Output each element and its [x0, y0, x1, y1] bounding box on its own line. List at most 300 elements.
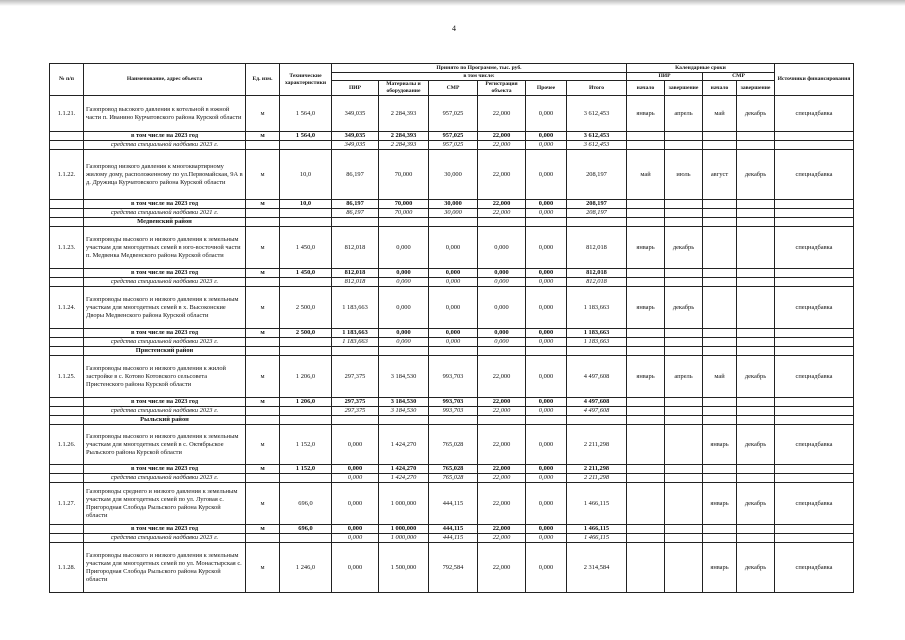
object-name: Газопроводы высокого и низкого давления к жилой застройке в с. Котово Котовского сельсовета Пристенского района Курской области	[84, 356, 246, 398]
object-tech: 1 450,0	[280, 227, 332, 269]
subtotal-reg: 22,000	[478, 398, 526, 407]
subtotal-mat: 1 424,270	[379, 465, 429, 474]
district-empty	[737, 347, 775, 356]
special-empty	[627, 209, 665, 218]
object-reg: 22,000	[478, 356, 526, 398]
special-empty	[703, 407, 737, 416]
district-empty	[379, 416, 429, 425]
object-pir-end: декабрь	[665, 287, 703, 329]
district-empty	[246, 347, 280, 356]
special-label: средства специальной надбавки 2023 г.	[84, 474, 246, 483]
special-total: 1 466,115	[567, 534, 627, 543]
special-label: средства специальной надбавки 2023 г.	[84, 338, 246, 347]
subtotal-label: в том числе на 2023 год	[84, 269, 246, 278]
subtotal-empty	[703, 132, 737, 141]
special-pir: 0,000	[332, 474, 379, 483]
col-smr-start: начало	[703, 81, 737, 96]
district-empty	[478, 218, 526, 227]
col-incl: в том числе:	[332, 73, 627, 81]
object-smr-end: декабрь	[737, 150, 775, 200]
special-empty	[737, 209, 775, 218]
object-pir: 349,035	[332, 96, 379, 132]
object-pir-end	[665, 425, 703, 465]
object-row	[50, 543, 854, 593]
object-name: Газопроводы среднего и низкого давления к земельным участкам для многодетных семей по ул. Луговая с. Пригородная Слобода Рыльского района Курской области	[84, 483, 246, 525]
object-pir-end: декабрь	[665, 227, 703, 269]
scan-edge	[0, 0, 905, 6]
col-funding: Принято по Программе, тыс. руб.	[332, 64, 627, 73]
object-mat: 1 424,270	[379, 425, 429, 465]
district-empty	[280, 416, 332, 425]
object-row	[50, 96, 854, 132]
special-pir: 297,375	[332, 407, 379, 416]
district-name: Медвенский район	[84, 218, 246, 227]
special-empty	[703, 141, 737, 150]
special-spacer	[50, 474, 84, 483]
subtotal-other: 0,000	[526, 200, 567, 209]
subtotal-total: 812,018	[567, 269, 627, 278]
district-row	[50, 347, 854, 356]
subtotal-pir: 349,035	[332, 132, 379, 141]
object-tech: 1 564,0	[280, 96, 332, 132]
district-empty	[478, 416, 526, 425]
district-empty	[567, 416, 627, 425]
subtotal-smr: 957,025	[429, 132, 478, 141]
object-name: Газопроводы высокого и низкого давления к земельным участкам для многодетных семей в юго-восточной части п. Медвенка Медвенского района Курской области	[84, 227, 246, 269]
object-row	[50, 356, 854, 398]
object-smr-end	[737, 287, 775, 329]
object-smr-end: декабрь	[737, 356, 775, 398]
object-tech: 1 246,0	[280, 543, 332, 593]
object-other: 0,000	[526, 483, 567, 525]
object-smr-end: декабрь	[737, 483, 775, 525]
subtotal-label: в том числе на 2023 год	[84, 329, 246, 338]
special-total: 3 612,453	[567, 141, 627, 150]
subtotal-empty	[737, 398, 775, 407]
subtotal-spacer	[50, 398, 84, 407]
object-source: спецнадбавка	[775, 483, 854, 525]
object-pir-end: апрель	[665, 96, 703, 132]
page-number: 4	[452, 24, 456, 33]
district-empty	[703, 416, 737, 425]
special-empty	[665, 338, 703, 347]
object-total: 2 211,298	[567, 425, 627, 465]
object-pir-start	[627, 425, 665, 465]
object-smr-start: май	[703, 356, 737, 398]
special-total: 1 183,663	[567, 338, 627, 347]
col-cal-pir: ПИР	[627, 73, 703, 81]
district-empty	[567, 347, 627, 356]
object-reg: 22,000	[478, 543, 526, 593]
subtotal-empty	[775, 200, 854, 209]
subtotal-tech: 10,0	[280, 200, 332, 209]
subtotal-mat: 0,000	[379, 329, 429, 338]
subtotal-spacer	[50, 269, 84, 278]
district-empty	[627, 416, 665, 425]
district-empty	[737, 218, 775, 227]
subtotal-empty	[737, 269, 775, 278]
object-reg: 0,000	[478, 287, 526, 329]
district-empty	[775, 347, 854, 356]
special-tech	[280, 209, 332, 218]
district-empty	[478, 347, 526, 356]
subtotal-total: 208,197	[567, 200, 627, 209]
subtotal-total: 1 466,115	[567, 525, 627, 534]
special-smr: 765,028	[429, 474, 478, 483]
object-unit: м	[246, 425, 280, 465]
subtotal-empty	[703, 269, 737, 278]
object-row	[50, 483, 854, 525]
object-other: 0,000	[526, 96, 567, 132]
subtotal-empty	[737, 329, 775, 338]
subtotal-empty	[627, 465, 665, 474]
special-unit	[246, 278, 280, 287]
subtotal-empty	[737, 200, 775, 209]
object-name: Газопровод низкого давления к многоквартирному жилому дому, расположенному по ул.Первомайская, 9А в д. Дружица Курчатовского района Курской области	[84, 150, 246, 200]
subtotal-label: в том числе на 2023 год	[84, 398, 246, 407]
object-other: 0,000	[526, 356, 567, 398]
district-row	[50, 218, 854, 227]
object-number: 1.1.22.	[50, 150, 84, 200]
object-row	[50, 287, 854, 329]
subtotal-empty	[665, 132, 703, 141]
object-row	[50, 150, 854, 200]
special-label: средства специальной надбавки 2023 г.	[84, 407, 246, 416]
object-pir: 86,197	[332, 150, 379, 200]
object-smr: 765,028	[429, 425, 478, 465]
subtotal-mat: 2 284,393	[379, 132, 429, 141]
special-tech	[280, 278, 332, 287]
district-empty	[526, 218, 567, 227]
object-row	[50, 425, 854, 465]
district-empty	[703, 347, 737, 356]
special-smr: 30,000	[429, 209, 478, 218]
special-reg: 0,000	[478, 338, 526, 347]
special-empty	[703, 534, 737, 543]
special-reg: 0,000	[478, 278, 526, 287]
subtotal-empty	[627, 200, 665, 209]
district-empty	[280, 218, 332, 227]
special-funds-row	[50, 474, 854, 483]
special-mat: 70,000	[379, 209, 429, 218]
object-unit: м	[246, 356, 280, 398]
object-tech: 1 206,0	[280, 356, 332, 398]
subtotal-unit: м	[246, 525, 280, 534]
object-number: 1.1.26.	[50, 425, 84, 465]
special-empty	[627, 141, 665, 150]
object-smr: 792,584	[429, 543, 478, 593]
special-funds-row	[50, 338, 854, 347]
subtotal-empty	[627, 398, 665, 407]
col-cal-smr: СМР	[703, 73, 775, 81]
special-empty	[627, 474, 665, 483]
subtotal-total: 1 183,663	[567, 329, 627, 338]
district-empty	[332, 416, 379, 425]
district-empty	[246, 218, 280, 227]
special-pir: 349,035	[332, 141, 379, 150]
subtotal-reg: 22,000	[478, 465, 526, 474]
object-pir-end	[665, 543, 703, 593]
district-empty	[526, 416, 567, 425]
object-total: 812,018	[567, 227, 627, 269]
subtotal-unit: м	[246, 132, 280, 141]
object-unit: м	[246, 150, 280, 200]
subtotal-label: в том числе на 2023 год	[84, 525, 246, 534]
special-other: 0,000	[526, 338, 567, 347]
object-number: 1.1.21.	[50, 96, 84, 132]
subtotal-reg: 22,000	[478, 132, 526, 141]
col-materials: Материалы и оборудование	[379, 81, 429, 96]
special-other: 0,000	[526, 278, 567, 287]
district-empty	[665, 347, 703, 356]
special-empty	[775, 278, 854, 287]
object-total: 3 612,453	[567, 96, 627, 132]
subtotal-empty	[737, 525, 775, 534]
object-pir: 297,375	[332, 356, 379, 398]
subtotal-total: 3 612,453	[567, 132, 627, 141]
district-empty	[280, 347, 332, 356]
special-empty	[665, 474, 703, 483]
col-pir-end: завершение	[665, 81, 703, 96]
object-pir-start: май	[627, 150, 665, 200]
object-mat: 1 000,000	[379, 483, 429, 525]
object-tech: 1 152,0	[280, 425, 332, 465]
col-pir-start: начало	[627, 81, 665, 96]
special-mat: 1 000,000	[379, 534, 429, 543]
object-smr: 0,000	[429, 287, 478, 329]
special-smr: 957,025	[429, 141, 478, 150]
district-empty	[737, 416, 775, 425]
col-tech: Технические характеристики	[280, 64, 332, 96]
object-pir-end: июль	[665, 150, 703, 200]
special-empty	[737, 407, 775, 416]
district-empty	[703, 218, 737, 227]
subtotal-total: 4 497,608	[567, 398, 627, 407]
table-header	[50, 64, 854, 96]
object-other: 0,000	[526, 543, 567, 593]
object-pir: 0,000	[332, 483, 379, 525]
subtotal-smr: 444,115	[429, 525, 478, 534]
special-empty	[627, 338, 665, 347]
special-label: средства специальной надбавки 2021 г.	[84, 209, 246, 218]
object-source: спецнадбавка	[775, 356, 854, 398]
object-smr-end: декабрь	[737, 96, 775, 132]
special-empty	[627, 278, 665, 287]
subtotal-empty	[775, 465, 854, 474]
object-source: спецнадбавка	[775, 150, 854, 200]
special-spacer	[50, 141, 84, 150]
special-other: 0,000	[526, 474, 567, 483]
district-empty	[775, 218, 854, 227]
object-pir: 0,000	[332, 543, 379, 593]
col-smr: СМР	[429, 81, 478, 96]
special-reg: 22,000	[478, 209, 526, 218]
special-other: 0,000	[526, 141, 567, 150]
object-reg: 22,000	[478, 425, 526, 465]
district-empty	[665, 218, 703, 227]
subtotal-unit: м	[246, 398, 280, 407]
district-name: Пристенский район	[84, 347, 246, 356]
object-other: 0,000	[526, 287, 567, 329]
special-empty	[775, 407, 854, 416]
special-pir: 812,018	[332, 278, 379, 287]
subtotal-other: 0,000	[526, 398, 567, 407]
special-funds-row	[50, 407, 854, 416]
object-pir-start: январь	[627, 96, 665, 132]
object-number: 1.1.28.	[50, 543, 84, 593]
special-spacer	[50, 407, 84, 416]
special-unit	[246, 474, 280, 483]
col-pir: ПИР	[332, 81, 379, 96]
col-calendar: Календарные сроки	[627, 64, 775, 73]
object-smr-start	[703, 287, 737, 329]
subtotal-unit: м	[246, 329, 280, 338]
object-reg: 22,000	[478, 150, 526, 200]
object-number: 1.1.25.	[50, 356, 84, 398]
district-empty	[429, 416, 478, 425]
special-tech	[280, 407, 332, 416]
object-smr-start: январь	[703, 483, 737, 525]
subtotal-tech: 1 450,0	[280, 269, 332, 278]
object-tech: 696,0	[280, 483, 332, 525]
subtotal-total: 2 211,298	[567, 465, 627, 474]
district-spacer	[50, 347, 84, 356]
subtotal-pir: 297,375	[332, 398, 379, 407]
object-smr-start: август	[703, 150, 737, 200]
subtotal-other: 0,000	[526, 329, 567, 338]
subtotal-row	[50, 465, 854, 474]
subtotal-smr: 993,703	[429, 398, 478, 407]
subtotal-row	[50, 525, 854, 534]
col-smr-end: завершение	[737, 81, 775, 96]
subtotal-other: 0,000	[526, 269, 567, 278]
special-smr: 0,000	[429, 278, 478, 287]
subtotal-empty	[627, 132, 665, 141]
object-mat: 3 184,530	[379, 356, 429, 398]
object-mat: 70,000	[379, 150, 429, 200]
special-empty	[775, 534, 854, 543]
special-empty	[775, 474, 854, 483]
subtotal-empty	[665, 329, 703, 338]
special-total: 812,018	[567, 278, 627, 287]
object-source: спецнадбавка	[775, 96, 854, 132]
district-empty	[567, 218, 627, 227]
special-funds-row	[50, 278, 854, 287]
subtotal-spacer	[50, 525, 84, 534]
subtotal-row	[50, 329, 854, 338]
object-pir-start: январь	[627, 356, 665, 398]
object-mat: 1 500,000	[379, 543, 429, 593]
object-smr-start: январь	[703, 543, 737, 593]
object-name: Газопровод высокого давления к котельной в южной части п. Иванино Курчатовского района Курской области	[84, 96, 246, 132]
special-empty	[665, 141, 703, 150]
subtotal-other: 0,000	[526, 132, 567, 141]
col-total: Итого	[567, 81, 627, 96]
object-name: Газопроводы высокого и низкого давления к земельным участкам для многодетных семей по ул. Монастырская с. Пригородная Слобода Рыльского района Курской области	[84, 543, 246, 593]
special-funds-row	[50, 209, 854, 218]
district-spacer	[50, 218, 84, 227]
special-unit	[246, 534, 280, 543]
object-name: Газопроводы высокого и низкого давления к земельным участкам для многодетных семей в с. Октябрьское Рыльского района Курской области	[84, 425, 246, 465]
object-tech: 2 500,0	[280, 287, 332, 329]
special-pir: 86,197	[332, 209, 379, 218]
subtotal-reg: 0,000	[478, 329, 526, 338]
object-total: 1 466,115	[567, 483, 627, 525]
subtotal-empty	[703, 329, 737, 338]
special-mat: 1 424,270	[379, 474, 429, 483]
subtotal-unit: м	[246, 269, 280, 278]
subtotal-empty	[775, 269, 854, 278]
object-other: 0,000	[526, 227, 567, 269]
object-reg: 22,000	[478, 483, 526, 525]
special-empty	[737, 338, 775, 347]
special-empty	[665, 278, 703, 287]
district-empty	[775, 416, 854, 425]
special-funds-row	[50, 534, 854, 543]
subtotal-tech: 1 206,0	[280, 398, 332, 407]
col-other: Прочее	[526, 81, 567, 96]
object-tech: 10,0	[280, 150, 332, 200]
special-spacer	[50, 278, 84, 287]
subtotal-other: 0,000	[526, 525, 567, 534]
object-pir-end: апрель	[665, 356, 703, 398]
object-number: 1.1.27.	[50, 483, 84, 525]
subtotal-label: в том числе на 2023 год	[84, 132, 246, 141]
object-source: спецнадбавка	[775, 425, 854, 465]
subtotal-smr: 765,028	[429, 465, 478, 474]
subtotal-smr: 0,000	[429, 329, 478, 338]
object-pir: 1 183,663	[332, 287, 379, 329]
object-smr: 444,115	[429, 483, 478, 525]
special-mat: 0,000	[379, 338, 429, 347]
special-mat: 0,000	[379, 278, 429, 287]
special-smr: 444,115	[429, 534, 478, 543]
subtotal-empty	[665, 398, 703, 407]
special-other: 0,000	[526, 534, 567, 543]
special-tech	[280, 474, 332, 483]
special-other: 0,000	[526, 407, 567, 416]
subtotal-pir: 86,197	[332, 200, 379, 209]
special-label: средства специальной надбавки 2023 г.	[84, 141, 246, 150]
special-empty	[665, 534, 703, 543]
subtotal-row	[50, 132, 854, 141]
subtotal-empty	[665, 525, 703, 534]
subtotal-empty	[703, 465, 737, 474]
subtotal-tech: 1 564,0	[280, 132, 332, 141]
special-mat: 2 284,393	[379, 141, 429, 150]
special-spacer	[50, 338, 84, 347]
object-unit: м	[246, 227, 280, 269]
subtotal-smr: 0,000	[429, 269, 478, 278]
district-row	[50, 416, 854, 425]
object-smr-end: декабрь	[737, 425, 775, 465]
subtotal-empty	[775, 132, 854, 141]
subtotal-spacer	[50, 200, 84, 209]
district-spacer	[50, 416, 84, 425]
subtotal-empty	[737, 465, 775, 474]
object-pir-start	[627, 543, 665, 593]
district-empty	[246, 416, 280, 425]
object-other: 0,000	[526, 150, 567, 200]
special-smr: 993,703	[429, 407, 478, 416]
subtotal-unit: м	[246, 200, 280, 209]
subtotal-empty	[703, 398, 737, 407]
subtotal-empty	[775, 329, 854, 338]
special-reg: 22,000	[478, 534, 526, 543]
special-empty	[775, 209, 854, 218]
district-empty	[627, 347, 665, 356]
district-empty	[429, 218, 478, 227]
